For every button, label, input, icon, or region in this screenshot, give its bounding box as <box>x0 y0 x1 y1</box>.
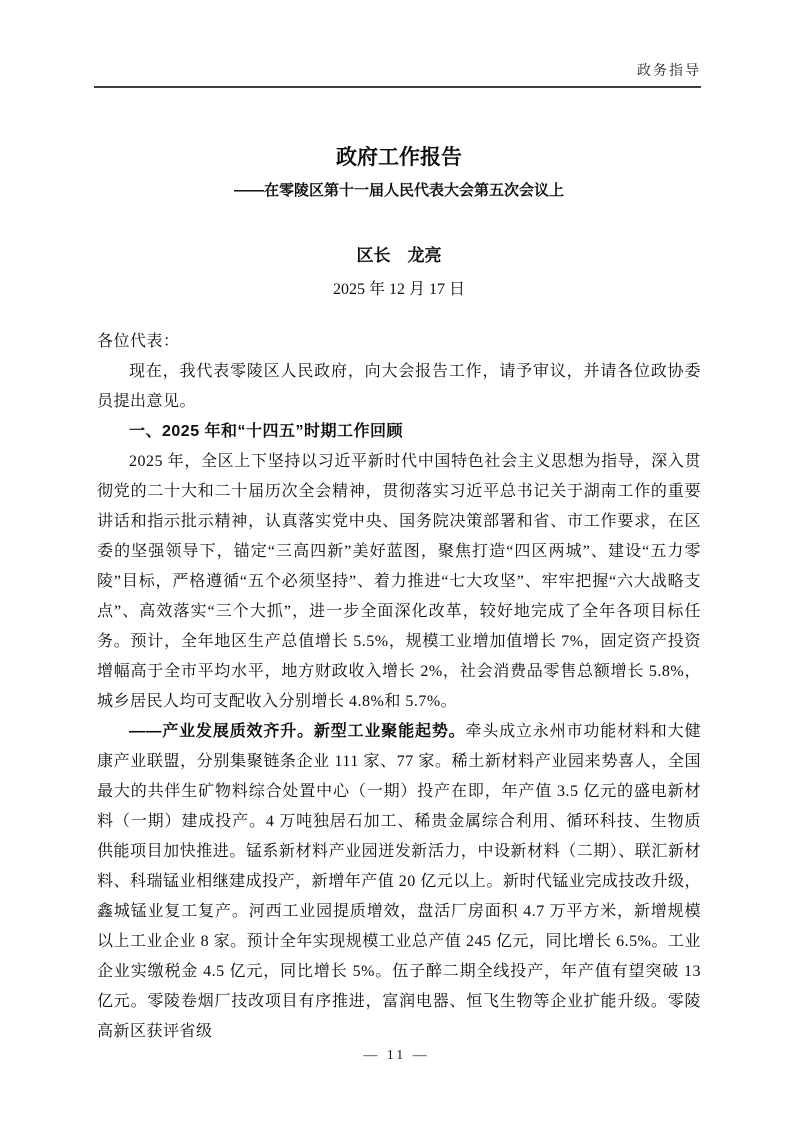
running-header <box>97 60 701 80</box>
presenter-line: 区长 龙亮 <box>356 246 442 266</box>
document-subtitle: ——在零陵区第十一届人民代表大会第五次会议上 <box>233 182 564 200</box>
intro-paragraph: 现在，我代表零陵区人民政府，向大会报告工作，请予审议，并请各位政协委员提出意见。 <box>97 362 701 410</box>
document-body <box>97 327 701 1047</box>
section-heading: 一、2025 年和“十四五”时期工作回顾 <box>129 422 404 440</box>
industry-paragraph-lead: ——产业发展质效齐升。新型工业聚能起势。 <box>129 722 466 740</box>
footer-page-number: — 11 — <box>363 1048 430 1063</box>
page-footer <box>0 1048 793 1064</box>
header-rule <box>94 86 701 88</box>
overview-paragraph: 2025 年，全区上下坚持以习近平新时代中国特色社会主义思想为指导，深入贯彻党的二十大和二十届历次全会精神，贯彻落实习近平总书记关于湖南工作的重要讲话和指示批示精神，认真落实党中央、国务院决策部署和省、市工作要求，在区委的坚强领导下，锚定“三高四新”美好蓝图，聚焦打造“四区两城”、建设“五力零陵”目标，严格遵循“五个必须坚持”、着力推进“七大攻坚”、牢牢把握“六大战略支点”、高效落实“三个大抓”，进一步全面深化改革，较好地完成了全年各项目标任务。预计，全年地区生产总值增长 5.5%，规模工业增加值增长 7%，固定资产投资增幅高于全市平均水平，地方财政收入增长 2%，社会消费品零售总额增长 5.8%，城乡居民人均可支配收入分别增长 4.8%和 5.7%。 <box>97 452 701 710</box>
salutation: 各位代表： <box>97 332 180 350</box>
header-category-label: 政务指导 <box>637 64 701 79</box>
industry-paragraph <box>97 717 701 1047</box>
date-line: 2025 年 12 月 17 日 <box>332 280 465 298</box>
industry-paragraph-text: 牵头成立永州市功能材料和大健康产业联盟，分别集聚链条企业 111 家、77 家。稀土新材料产业园来势喜人，全国最大的共伴生矿物料综合处置中心（一期）投产在即，年产值 3.5 亿元的盛电新材料（一期）建成投产。4 万吨独居石加工、稀贵金属综合利用、循环科技、生物质供能项目加快推进。锰系新材料产业园迸发新活力，中设新材料（二期）、联汇新材料、科瑞锰业相继建成投产，新增年产值 20 亿元以上。新时代锰业完成技改升级，鑫城锰业复工复产。河西工业园提质增效，盘活厂房面积 4.7 万平方米，新增规模以上工业企业 8 家。预计全年实现规模工业总产值 245 亿元，同比增长 6.5%。工业企业实缴税金 4.5 亿元，同比增长 5%。伍子醉二期全线投产，年产值有望突破 13 亿元。零陵卷烟厂技改项目有序推进，富润电器、恒飞生物等企业扩能升级。零陵高新区获评省级 <box>97 722 701 1040</box>
document-title: 政府工作报告 <box>336 146 462 169</box>
